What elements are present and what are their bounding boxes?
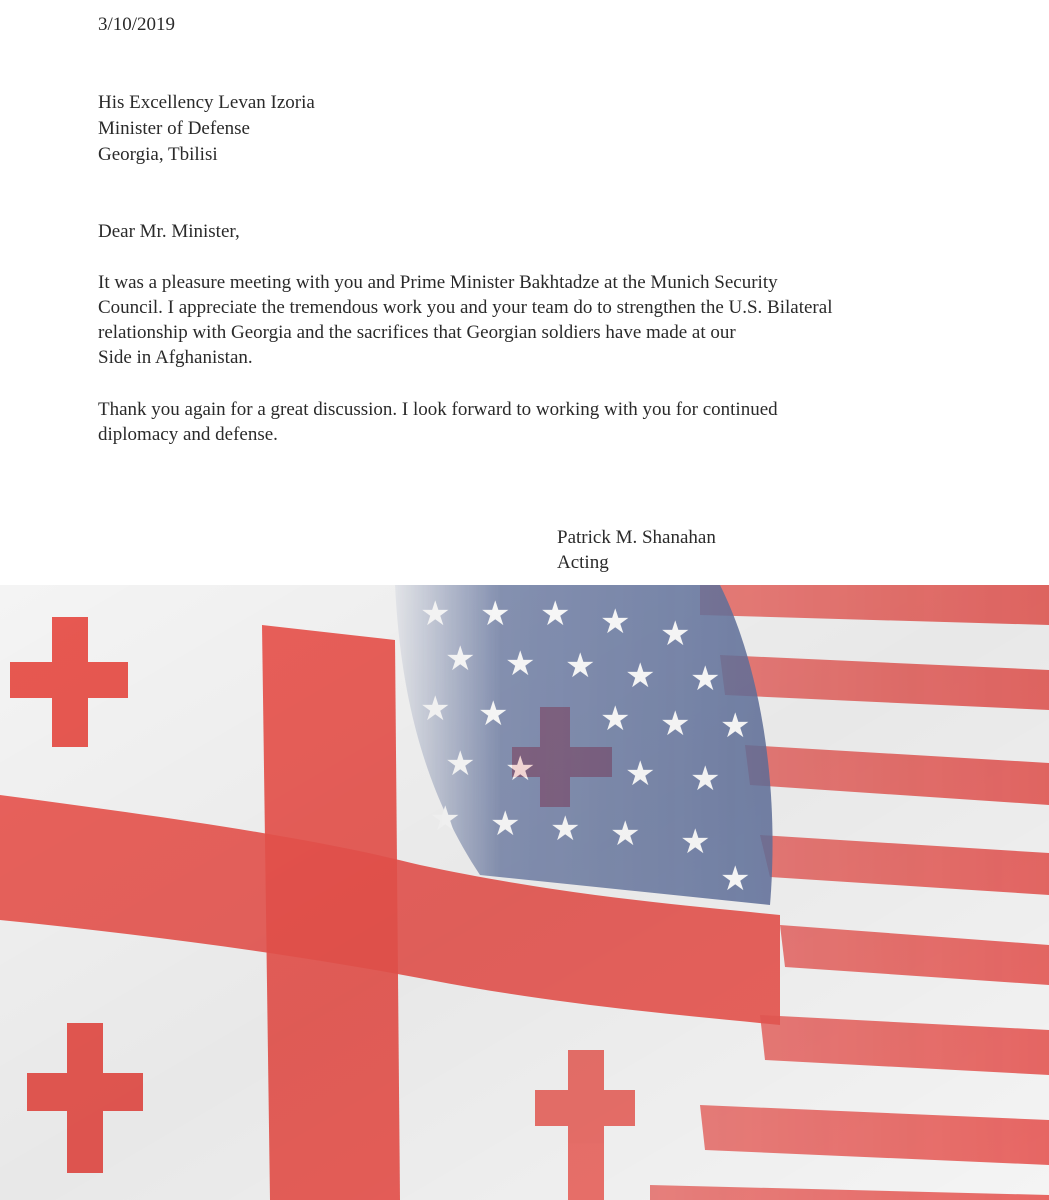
letter-date: 3/10/2019 xyxy=(98,14,176,35)
signature-name: Patrick M. Shanahan xyxy=(557,527,716,548)
paragraph-1 xyxy=(98,270,832,370)
paragraph-2 xyxy=(98,397,778,447)
salutation: Dear Mr. Minister, xyxy=(98,221,240,242)
signature-title: Acting xyxy=(557,552,609,573)
georgia-us-flags-image xyxy=(0,585,1049,1200)
signature-block xyxy=(557,525,716,575)
recipient-line: Georgia, Tbilisi xyxy=(98,144,218,165)
paragraph-line: Council. I appreciate the tremendous work you and your team do to strengthen the U.S. Bilateral xyxy=(98,297,833,318)
paragraph-line: Thank you again for a great discussion. I look forward to working with you for continued xyxy=(98,399,778,420)
paragraph-line: It was a pleasure meeting with you and Prime Minister Bakhtadze at the Munich Security xyxy=(98,272,778,293)
recipient-line: His Excellency Levan Izoria xyxy=(98,92,315,113)
recipient-line: Minister of Defense xyxy=(98,118,250,139)
recipient-block xyxy=(98,90,315,168)
paragraph-line: diplomacy and defense. xyxy=(98,424,278,445)
paragraph-line: relationship with Georgia and the sacrifices that Georgian soldiers have made at our xyxy=(98,322,736,343)
paragraph-line: Side in Afghanistan. xyxy=(98,347,253,368)
letter-body xyxy=(0,0,1049,585)
